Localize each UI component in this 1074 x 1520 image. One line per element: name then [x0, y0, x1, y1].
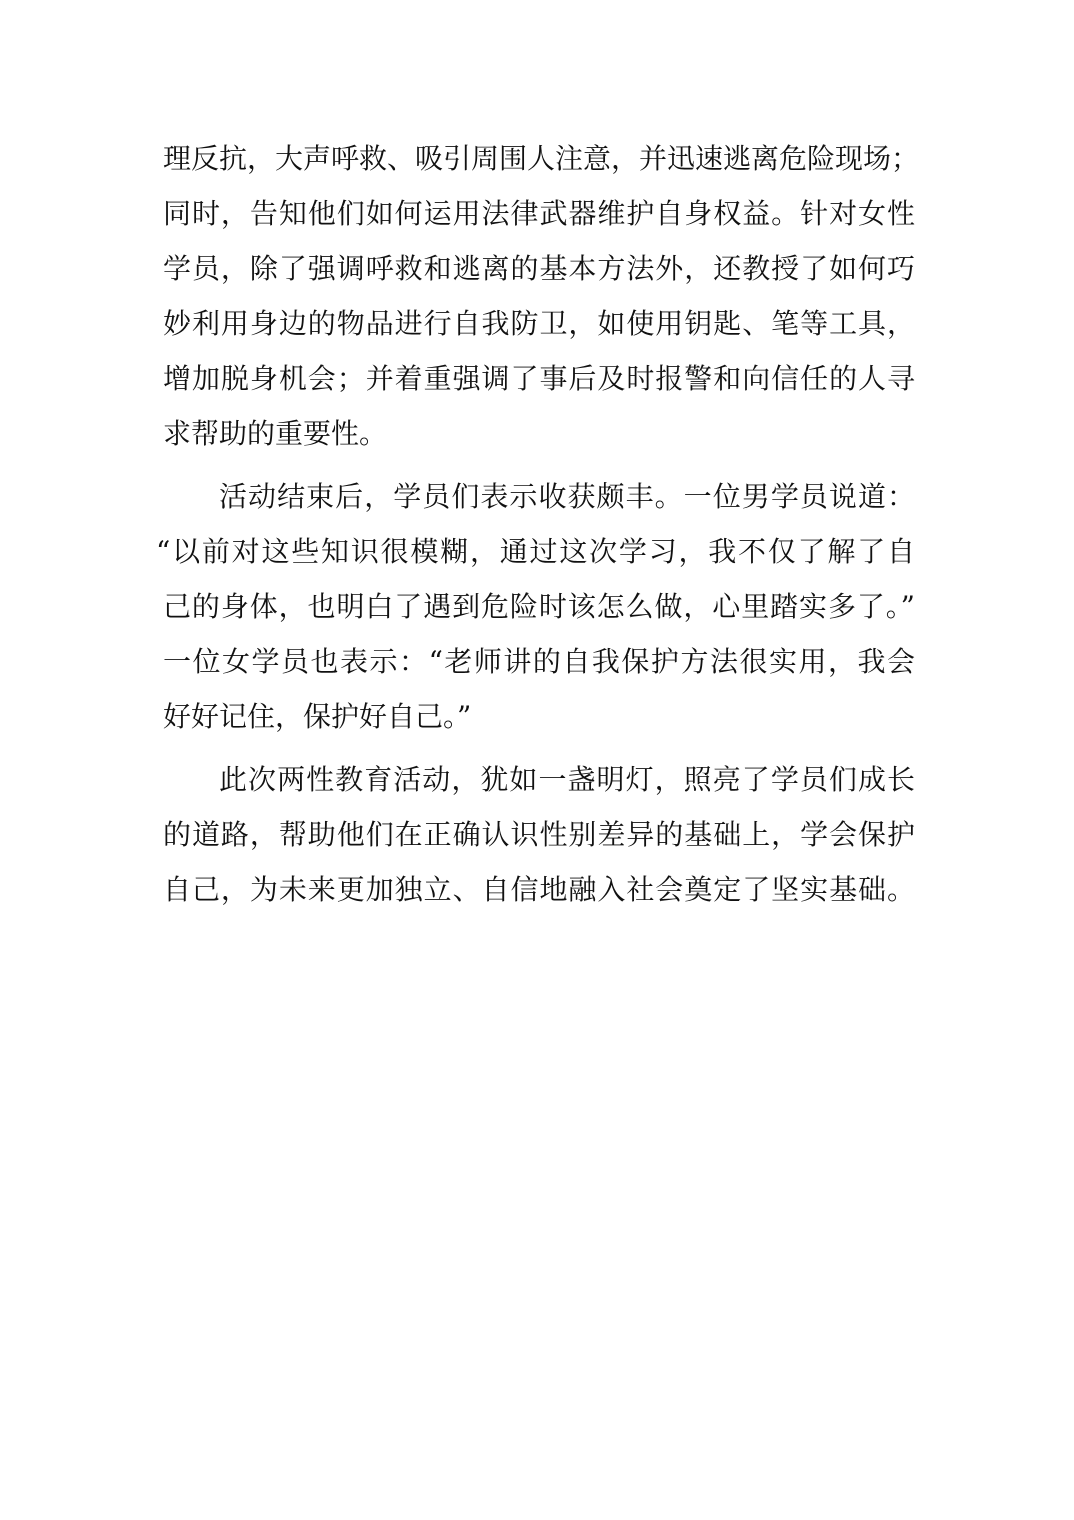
text-line: 理反抗，大声呼救、吸引周围人注意，并迅速逃离危险现场； — [163, 142, 920, 175]
text-line: 此次两性教育活动，犹如一盏明灯，照亮了学员们成长 — [219, 763, 915, 796]
paragraph — [163, 131, 920, 461]
text-line: 活动结束后，学员们表示收获颇丰。一位男学员说道： — [219, 480, 915, 513]
text-line: 求帮助的重要性。 — [163, 417, 388, 450]
text-line: 一位女学员也表示：“老师讲的自我保护方法很实用，我会 — [163, 645, 915, 678]
text-line: “以前对这些知识很模糊，通过这次学习，我不仅了解了自 — [156, 535, 915, 568]
paragraph — [163, 752, 915, 917]
text-line: 学员，除了强调呼救和逃离的基本方法外，还教授了如何巧 — [163, 252, 915, 285]
text-line: 自己，为未来更加独立、自信地融入社会奠定了坚实基础。 — [163, 873, 915, 906]
text-line: 增加脱身机会；并着重强调了事后及时报警和向信任的人寻 — [163, 362, 915, 395]
paragraph — [156, 469, 915, 744]
text-line: 好好记住，保护好自己。” — [163, 700, 472, 733]
text-line: 同时，告知他们如何运用法律武器维护自身权益。针对女性 — [163, 197, 915, 230]
text-line: 己的身体，也明白了遇到危险时该怎么做，心里踏实多了。” — [163, 590, 915, 623]
document-body — [156, 131, 920, 917]
text-line: 妙利用身边的物品进行自我防卫，如使用钥匙、笔等工具， — [163, 307, 915, 340]
text-line: 的道路，帮助他们在正确认识性别差异的基础上，学会保护 — [163, 818, 915, 851]
